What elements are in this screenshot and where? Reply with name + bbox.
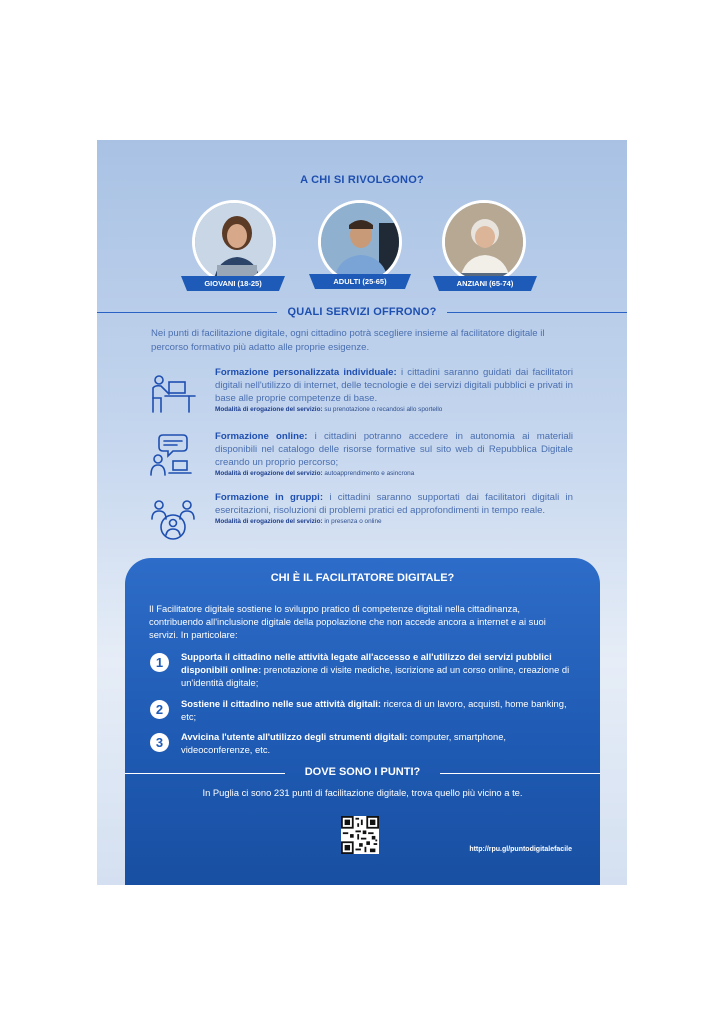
group-label-anziani: ANZIANI (65-74) (439, 276, 531, 291)
online-learning-icon (149, 433, 197, 477)
number-badge-1: 1 (150, 653, 169, 672)
website-link[interactable]: http://rpu.gl/puntodigitalefacile (469, 846, 572, 853)
service-individual-title: Formazione personalizzata individuale: (215, 367, 397, 378)
service-groups: Formazione in gruppi: i cittadini saranno supportati dai facilitatori digitali in esercitazioni, risoluzioni di problemi pratici ed approfondimenti in tempo reale. Modalità di erogazione del servizio: in presenza o online (215, 492, 573, 525)
service-individual: Formazione personalizzata individuale: i cittadini saranno guidati dai facilitatori digitali nell'utilizzo di internet, delle tecnologie e dei servizi digitali pubblici e privati in base alle proprie competenze di base. Modalità di erogazione del servizio: su prenotazione o recandosi allo sportello (215, 367, 573, 413)
divider-right (447, 312, 627, 313)
group-label-adulti: ADULTI (25-65) (315, 274, 405, 289)
service-online-title: Formazione online: (215, 431, 308, 442)
flyer (97, 140, 627, 885)
facilitator-title: CHI È IL FACILITATORE DIGITALE? (270, 572, 455, 584)
facilitator-item-2: Sostiene il cittadino nelle sue attività digitali: ricerca di un lavoro, acquisti, home banking, etc; (181, 698, 567, 722)
group-label-giovani: GIOVANI (18-25) (187, 276, 279, 291)
facilitator-item-3: Avvicina l'utente all'utilizzo degli strumenti digitali: computer, smartphone, videoconferenze, etc. (181, 731, 507, 755)
qr-code[interactable] (341, 816, 379, 854)
dove-divider-right (440, 773, 600, 774)
avatar-giovani (192, 200, 276, 284)
target-title: A CHI SI RIVOLGONO? (300, 174, 424, 186)
facilitator-panel (125, 558, 600, 885)
facilitator-intro: Il Facilitatore digitale sostiene lo sviluppo pratico di competenze digitali nella cittadinanza, contribuendo all'inclusione digitale della popolazione che non accede ancora a internet e ai suoi servizi. In particolare: (149, 603, 546, 640)
service-groups-title: Formazione in gruppi: (215, 492, 324, 503)
where-title: DOVE SONO I PUNTI? (304, 766, 421, 778)
number-badge-2: 2 (150, 700, 169, 719)
facilitator-item-1: Supporta il cittadino nelle attività legate all'accesso e all'utilizzo dei servizi pubblici disponibili online: prenotazione di visite mediche, iscrizione ad un corso online, creazione di un'identità digitale; (181, 651, 570, 688)
services-intro: Nei punti di facilitazione digitale, ogni cittadino potrà scegliere insieme al facilitatore digitale il percorso formativo più adatto alle proprie esigenze. (151, 328, 545, 353)
person-at-desk-icon (149, 372, 197, 416)
avatar-adulti (318, 200, 402, 284)
services-title: QUALI SERVIZI OFFRONO? (287, 306, 437, 318)
number-badge-3: 3 (150, 733, 169, 752)
service-online: Formazione online: i cittadini potranno accedere in autonomia ai materiali disponibili nel catalogo delle risorse formative sul sito web di Repubblica Digitale creando un proprio percorso; Modalità di erogazione del servizio: autoapprendimento e asincrona (215, 431, 573, 477)
group-icon (149, 497, 197, 541)
where-text: In Puglia ci sono 231 punti di facilitazione digitale, trova quello più vicino a te. (202, 787, 523, 798)
avatar-anziani (442, 200, 526, 284)
